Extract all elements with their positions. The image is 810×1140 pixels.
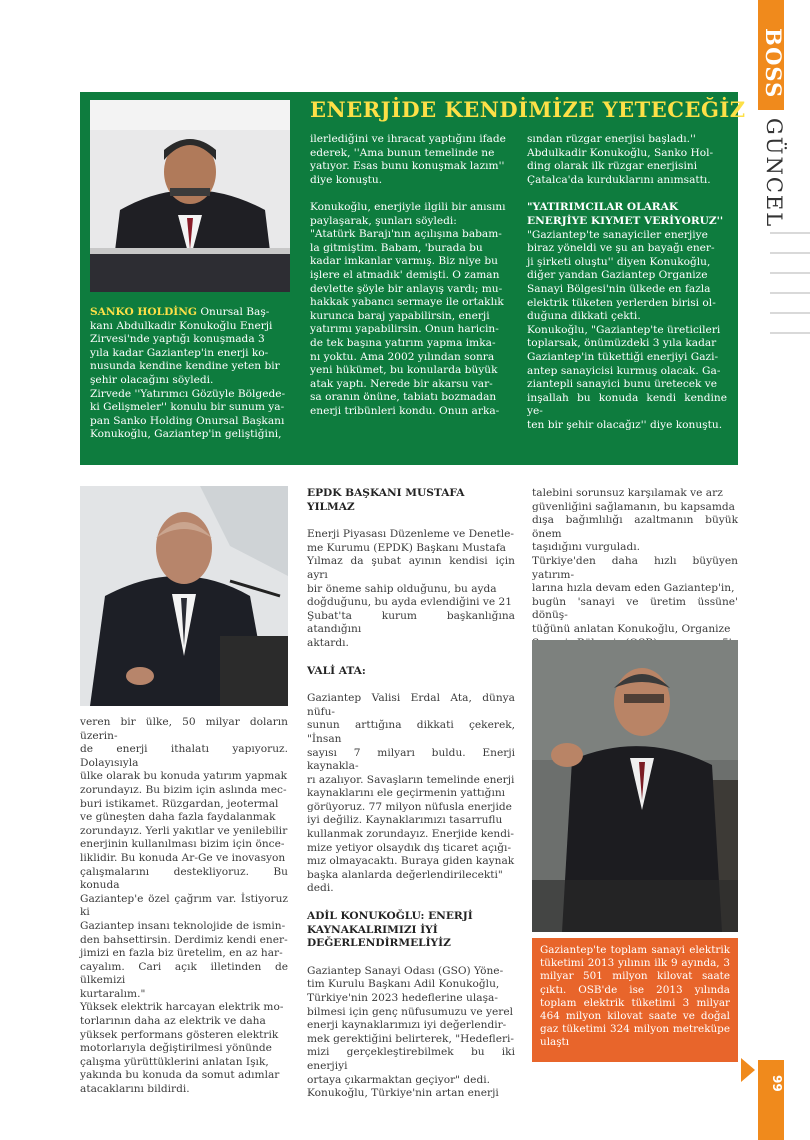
body-line: bir öneme sahip olduğunu, bu ayda: [307, 582, 497, 595]
body-line: dışa bağımlılığı azaltmanın büyük önem: [532, 514, 738, 540]
body-line: talebini sorunsuz karşılamak ve arz: [532, 487, 723, 499]
body-line: enerji kaynaklarımızı iyi değerlendir-: [307, 1019, 507, 1032]
right-column: [532, 487, 738, 664]
subheading: "YATIRIMCILAR OLARAK: [527, 201, 679, 214]
body-line: kadar imkanlar varmış. Biz niye bu: [310, 255, 498, 268]
caption-highlight: SANKO HOLDİNG: [90, 306, 197, 318]
body-line: atak yaptı. Nerede bir akarsu var-: [310, 377, 493, 390]
body-line: yakında bu konuda da somut adımlar: [80, 1069, 280, 1082]
body-line: veren bir ülke, 50 milyar doların üzerin-: [80, 716, 288, 742]
body-line: den bahsettirsin. Derdimiz kendi ener-: [80, 933, 288, 946]
body-line: diye konuştu.: [310, 173, 383, 186]
body-line: Gaziantep Valisi Erdal Ata, dünya nüfu-: [307, 692, 515, 718]
body-line: hakkak yabancı sermaye ile ortaklık: [310, 296, 504, 309]
body-line: ki Gelişmeler'' konulu bir sunum ya-: [90, 401, 285, 414]
body-line: kurunca baraj yapabilirsin, enerji: [310, 309, 490, 322]
body-line: elektrik tüketen yerlerden birisi ol-: [527, 296, 716, 309]
body-line: başka alanlarda değerlendirilecekti": [307, 868, 503, 881]
body-line: enerji tribünleri kondu. Onun arka-: [310, 404, 500, 417]
caption-line: Onursal Baş-: [196, 306, 270, 318]
feature-column-2: [310, 133, 510, 418]
body-line: sından rüzgar enerjisi başladı.'': [527, 133, 696, 145]
page-number: 99: [770, 1075, 784, 1092]
body-line: doğduğunu, bu ayda evlendiğini ve 21: [307, 596, 513, 609]
body-line: Konukoğlu, Gaziantep'in geliştiğini,: [90, 428, 282, 441]
speaker-seated-photo: [532, 640, 738, 932]
divider: [770, 232, 810, 234]
body-line: ülke olarak bu konuda yatırım yapmak: [80, 770, 288, 783]
body-line: me Kurumu (EPDK) Başkanı Mustafa: [307, 541, 506, 554]
body-line: mizi gerçekleştirebilmek bu iki enerjiyi: [307, 1046, 515, 1072]
caption-line: Zirvesi'nde yaptığı konuşmada 3: [90, 333, 265, 346]
body-line: ten bir şehir olacağız'' diye konuştu.: [527, 418, 723, 431]
divider: [770, 272, 810, 274]
body-line: motorlarıyla değiştirilmesi yönünde: [80, 1042, 272, 1055]
body-line: toplarsak, önümüzdeki 3 yıla kadar: [527, 337, 717, 350]
body-line: mek gerektiğini belirterek, "Hedefleri-: [307, 1032, 515, 1045]
subheading: EPDK BAŞKANI MUSTAFA YILMAZ: [307, 487, 465, 513]
body-line: enerjinin kullanılması bizim için önce-: [80, 838, 285, 851]
body-line: yeni hükümet, bu konularda büyük: [310, 364, 498, 377]
body-line: yatıyor. Esas bunu konuşmak lazım'': [310, 160, 505, 173]
body-line: jimizi en fazla biz üretelim, en az har-: [80, 947, 283, 960]
body-line: işlere el atmadık' demişti. O zaman: [310, 268, 500, 281]
body-line: nı yoktu. Ama 2002 yılından sonra: [310, 350, 495, 363]
caption-text: [90, 306, 290, 320]
body-line: de enerji ithalatı yapıyoruz. Dolayısıyla: [80, 743, 288, 769]
speaker-photo-image: [90, 100, 290, 292]
body-line: inşallah bu konuda kendi kendine ye-: [527, 391, 727, 418]
body-line: ding olarak ilk rüzgar enerjisini: [527, 160, 698, 173]
body-line: mize yetiyor olsaydık dış ticaret açığı-: [307, 841, 512, 854]
body-line: Yüksek elektrik harcayan elektrik mo-: [80, 1001, 284, 1014]
body-line: "Atatürk Barajı'nın açılışına babam-: [310, 228, 502, 241]
body-line: Gaziantep'in tükettiği enerjiyi Gazi-: [527, 350, 719, 363]
divider: [770, 312, 810, 314]
body-line: yüksek performans gösteren elektrik: [80, 1028, 279, 1041]
brand-label: BOSS: [761, 28, 786, 99]
body-line: [310, 187, 510, 201]
body-line: yatırımı yapabilirsin. Onun haricin-: [310, 323, 499, 336]
body-line: Abdulkadir Konukoğlu, Sanko Hol-: [527, 146, 714, 159]
body-line: güvenliğini sağlamanın, bu kapsamda: [532, 500, 735, 513]
body-line: sa oranın önüne, tabiatı bozmadan: [310, 391, 497, 404]
body-line: liklidir. Bu konuda Ar-Ge ve inovasyon: [80, 851, 286, 864]
body-line: buri istikamet. Rüzgardan, jeotermal: [80, 797, 279, 810]
body-line: Gaziantep'e özel çağrım var. İstiyoruz ki: [80, 892, 288, 919]
body-line: Sanayi Bölgesi'nin ülkede en fazla: [527, 282, 711, 295]
body-line: ziantepli sanayici bunu üretecek ve: [527, 378, 718, 391]
caption-line: nusunda kendine kendine yeten bir: [90, 360, 280, 373]
body-line: devlette şöyle bir anlayış vardı; mu-: [310, 282, 503, 295]
body-line: rı azalıyor. Savaşların temelinde enerji: [307, 773, 515, 786]
info-box-text: Gaziantep'te toplam sanayi elektrik tüketimi 2013 yılının ilk 9 ayında, 3 milyar 501 milyon kilovat saate çıktı. OSB'de ise 2013 yılında toplam elektrik tüketimi 3 milyar 464 milyon kilovat saate ve doğal gaz tüketimi 324 milyon metreküpe ulaştı: [540, 944, 730, 1049]
info-box: [532, 938, 738, 1062]
caption-line: kanı Abdulkadir Konukoğlu Enerji: [90, 319, 273, 332]
body-line: ortaya çıkarmaktan geçiyor" dedi.: [307, 1073, 490, 1086]
middle-column: [307, 487, 515, 1101]
body-line: Konukoğlu, enerjiyle ilgili bir anısını: [310, 200, 506, 213]
body-line: dedi.: [307, 882, 334, 895]
divider: [770, 292, 810, 294]
subheading: VALİ ATA:: [307, 664, 366, 677]
caption-line: yıla kadar Gaziantep'in enerji ko-: [90, 346, 269, 359]
body-line: iyi değiliz. Kaynaklarımızı tasarruflu: [307, 814, 503, 827]
left-column: [80, 716, 288, 1097]
body-line: paylaşarak, şunları söyledi:: [310, 214, 457, 227]
minister-photo: [80, 486, 288, 706]
body-line: Konukoğlu, "Gaziantep'te üreticileri: [527, 323, 721, 336]
body-line: bugün 'sanayi ve üretim üssüne' dönüş-: [532, 595, 738, 622]
body-line: Türkiye'den daha hızlı büyüyen yatırım-: [532, 554, 738, 581]
body-line: biraz yöneldi ve şu an bayağı ener-: [527, 242, 715, 255]
body-line: de tek başına yatırım yapma imka-: [310, 336, 496, 349]
body-line: ilerlediğini ve ihracat yaptığını ifade: [310, 133, 506, 145]
divider: [770, 332, 810, 334]
body-line: ederek, ''Ama bunun temelinde ne: [310, 146, 495, 159]
feature-column-3: [527, 133, 727, 432]
body-line: zorundayız. Bu bizim için aslında mec-: [80, 783, 287, 796]
body-line: torlarının daha az elektrik ve daha: [80, 1015, 266, 1028]
body-line: sayısı 7 milyarı buldu. Enerji kaynakla-: [307, 746, 515, 773]
speaker-photo: [90, 100, 290, 292]
body-line: Şubat'ta kurum başkanlığına atandığını: [307, 609, 515, 636]
body-line: Gaziantep insanı teknolojide de ismin-: [80, 919, 286, 932]
body-line: ji şirketi oluştu'' diyen Konukoğlu,: [527, 255, 711, 268]
body-line: Çatalca'da kurduklarını anımsattı.: [527, 173, 711, 186]
body-line: Yılmaz da şubat ayının kendisi için ayrı: [307, 555, 515, 581]
body-line: antep sanayicisi kurmuş olacak. Ga-: [527, 364, 721, 377]
caption-line: şehir olacağını söyledi.: [90, 373, 214, 386]
body-line: pan Sanko Holding Onursal Başkanı: [90, 414, 285, 427]
subheading: ENERJİYE KIYMET VERİYORUZ'': [527, 214, 724, 227]
body-line: taşıdığını vurguladı.: [532, 541, 641, 554]
body-line: mız olmayacaktı. Buraya giden kaynak: [307, 855, 515, 868]
body-line: tüğünü anlatan Konukoğlu, Organize: [532, 622, 731, 635]
body-line: kaynaklarını ele geçirmenin yattığını: [307, 787, 506, 800]
body-line: görüyoruz. 77 milyon nüfusla enerjide: [307, 800, 512, 813]
body-line: Konukoğlu, Türkiye'nin artan enerji: [307, 1087, 499, 1100]
body-line: kullanmak zorundayız. Enerjide kendi-: [307, 828, 515, 841]
body-line: sunun arttığına dikkati çekerek, "İnsan: [307, 719, 515, 745]
subheading: KAYNAKALRIMIZI İYİ: [307, 923, 438, 936]
body-line: "Gaziantep'te sanayiciler enerjiye: [527, 228, 708, 241]
body-line: duğuna dikkati çekti.: [527, 310, 641, 323]
body-line: çalışmalarını destekliyoruz. Bu konuda: [80, 865, 288, 892]
feature-title: ENERJİDE KENDİMİZE YETECEĞİZ: [310, 97, 746, 122]
body-line: atacaklarını bildirdi.: [80, 1083, 190, 1096]
body-line: aktardı.: [307, 636, 349, 649]
feature-caption: [90, 306, 290, 442]
divider: [770, 252, 810, 254]
body-line: zorundayız. Yerli yakıtlar ve yenilebilir: [80, 824, 288, 837]
body-line: bilmesi için genç nüfusumuzu ve yerel: [307, 1005, 514, 1018]
body-line: diğer yandan Gaziantep Organize: [527, 269, 708, 282]
body-line: Enerji Piyasası Düzenleme ve Denetle-: [307, 528, 514, 541]
minister-photo-image: [80, 486, 288, 706]
body-line: tim Kurulu Başkanı Adil Konukoğlu,: [307, 978, 500, 991]
body-line: ve güneşten daha fazla faydalanmak: [80, 811, 276, 824]
body-line: cayalım. Cari açık illetinden de ülkemizi: [80, 960, 288, 987]
page-arrow-icon: [741, 1058, 755, 1082]
body-line: Zirvede ''Yatırımcı Gözüyle Bölgede-: [90, 387, 286, 400]
subheading: ADİL KONUKOĞLU: ENERJİ: [307, 910, 473, 923]
body-line: kurtaralım.": [80, 987, 146, 1000]
body-line: larına hızla devam eden Gaziantep'in,: [532, 582, 735, 595]
body-line: Gaziantep Sanayi Odası (GSO) Yöne-: [307, 964, 504, 977]
speaker-seated-photo-image: [532, 640, 738, 932]
body-line: la gitmiştim. Babam, 'burada bu: [310, 241, 483, 254]
body-line: çalışma yürüttüklerini anlatan Işık,: [80, 1055, 269, 1068]
subheading: DEĞERLENDİRMELİYİZ: [307, 937, 451, 950]
body-line: Türkiye'nin 2023 hedeflerine ulaşa-: [307, 992, 498, 1004]
section-label: GÜNCEL: [762, 118, 786, 229]
